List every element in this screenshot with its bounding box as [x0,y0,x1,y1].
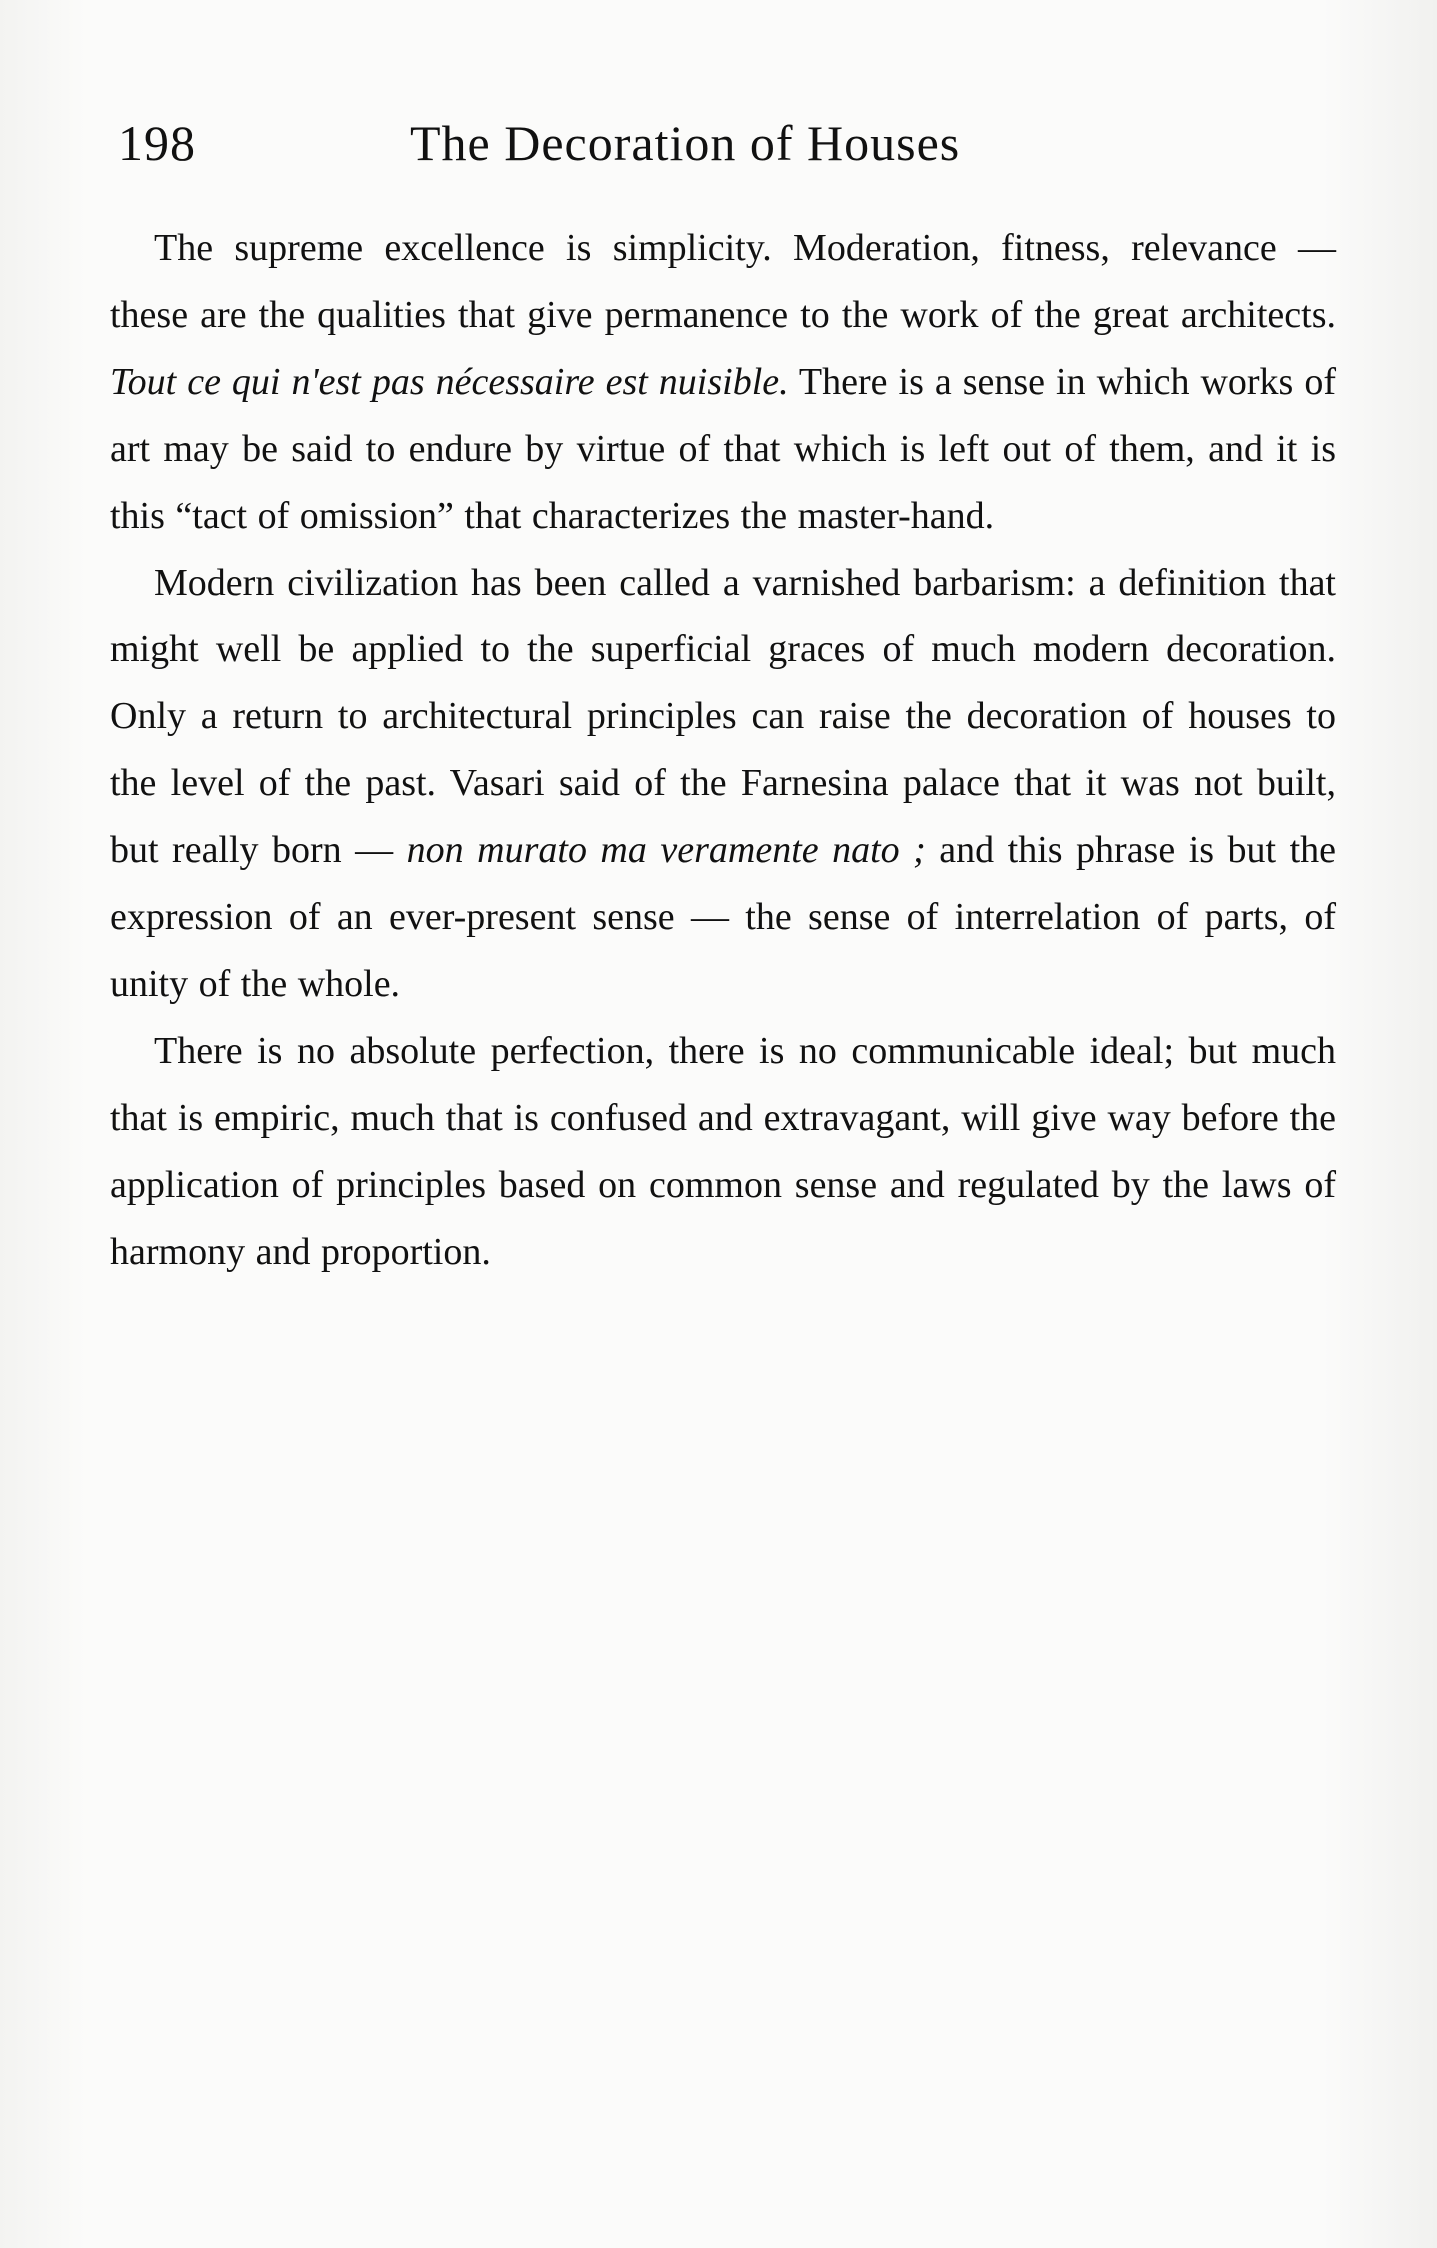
paragraph-text: and this phrase is but the expression of an ever-present sense — the sense of interrelation of parts, of unity of the whole. [110,829,1337,1005]
paragraph-text: There is no absolute perfection, there is no communicable ideal; but much that is empiric, much that is confused and extravagant, will give way before the application of principles based on common sense and regulated by the laws of harmony and proportion. [110,1029,1336,1273]
page-header [110,108,1336,178]
paragraph-simplicity [110,215,1336,550]
paragraph-text: There is a sense in which works of art may be said to endure by virtue of that which is left out of them, and it is this “tact of omission” that characterizes the master-hand. [110,360,1336,537]
page-number: 198 [118,115,196,171]
italian-quote: non murato ma veramente nato ; [406,829,926,872]
body-text [110,215,1336,1286]
paragraph-perfection [110,1018,1336,1286]
paragraph-text: The supreme excellence is simplicity. Moderation, fitness, relevance — these are the qualities that give permanence to the work of the great architects. [110,227,1336,336]
paragraph-modern-civilization [110,550,1336,1018]
paragraph-text: Modern civilization has been called a varnished barbarism: a definition that might well be applied to the superficial graces of much modern decoration. Only a return to architectural principles can raise the decoration of houses to the level of the past. Vasari said of the Farnesina palace that it was not built, but really born — [110,561,1336,872]
running-title: The Decoration of Houses [410,115,961,171]
french-quote: Tout ce qui n'est pas nécessaire est nuisible. [110,360,789,403]
